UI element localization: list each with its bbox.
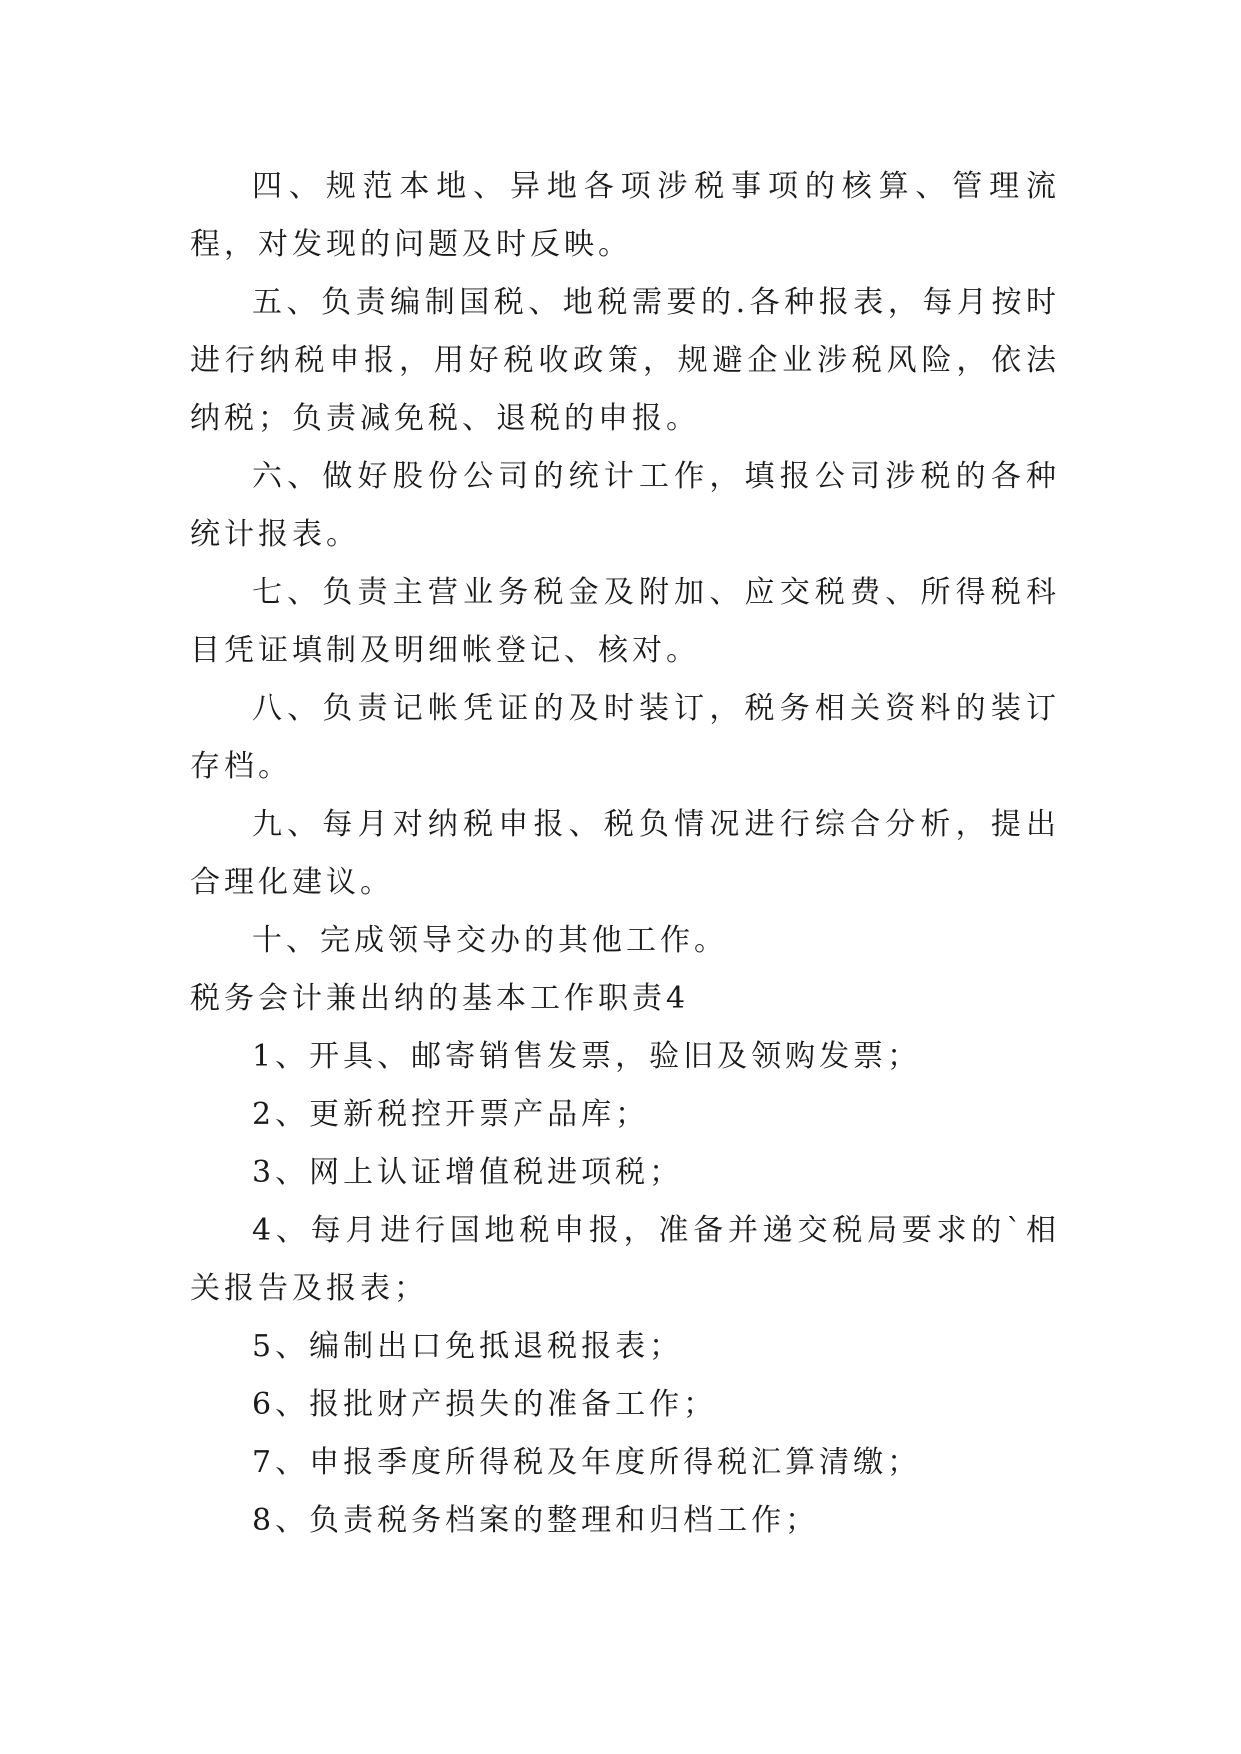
list-item-3: 3、网上认证增值税进项税； [252,1155,684,1190]
paragraph-8: 八、负责记帐凭证的及时装订，税务相关资料的装订存档。 [190,691,1060,784]
list-item-7: 7、申报季度所得税及年度所得税汇算清缴； [252,1445,922,1480]
paragraph-4: 四、规范本地、异地各项涉税事项的核算、管理流程，对发现的问题及时反映。 [190,169,1060,262]
list-item-6: 6、报批财产损失的准备工作； [252,1387,718,1422]
paragraph-7: 七、负责主营业务税金及附加、应交税费、所得税科目凭证填制及明细帐登记、核对。 [190,575,1060,668]
list-item-4: 4、每月进行国地税申报，准备并递交税局要求的`相关报告及报表； [190,1213,1060,1306]
list-item-1: 1、开具、邮寄销售发票，验旧及领购发票； [252,1039,922,1074]
section-heading: 税务会计兼出纳的基本工作职责4 [190,981,690,1016]
paragraph-6: 六、做好股份公司的统计工作，填报公司涉税的各种统计报表。 [190,459,1060,552]
list-item-8: 8、负责税务档案的整理和归档工作； [252,1503,820,1538]
list-item-2: 2、更新税控开票产品库； [252,1097,650,1132]
list-item-5: 5、编制出口免抵退税报表； [252,1329,684,1364]
paragraph-9: 九、每月对纳税申报、税负情况进行综合分析，提出合理化建议。 [190,807,1060,900]
paragraph-5: 五、负责编制国税、地税需要的.各种报表，每月按时进行纳税申报，用好税收政策，规避企业涉税风险，依法纳税；负责减免税、退税的申报。 [190,285,1060,436]
document-body [190,158,1060,1550]
paragraph-10: 十、完成领导交办的其他工作。 [252,923,728,958]
